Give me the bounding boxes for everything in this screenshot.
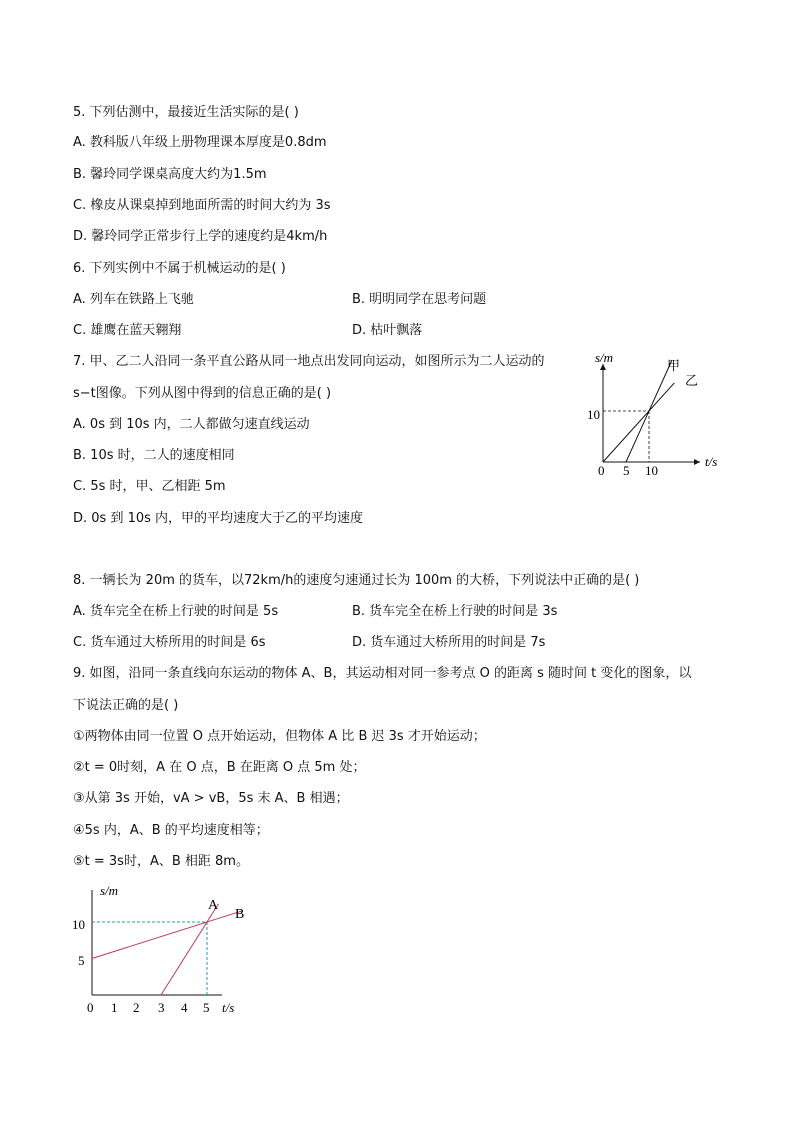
q6-stem: 6. 下列实例中不属于机械运动的是( ) [73, 261, 286, 276]
q7-series-label-jia: 甲 [667, 358, 681, 373]
q8-option-c: C. 货车通过大桥所用的时间是 6s [73, 635, 266, 650]
q9-x-tick-1: 1 [111, 1000, 118, 1015]
q7-option-d: D. 0s 到 10s 内，甲的平均速度大于乙的平均速度 [73, 511, 364, 526]
q9-x-tick-0: 0 [87, 1000, 94, 1015]
q7-option-a: A. 0s 到 10s 内，二人都做匀速直线运动 [73, 417, 310, 432]
q6-option-b: B. 明明同学在思考问题 [352, 292, 487, 307]
q7-x-tick-5: 5 [623, 463, 630, 478]
q6-option-d: D. 枯叶飘落 [352, 323, 423, 338]
q9-stem-line2: 下说法正确的是( ) [73, 698, 179, 713]
q8-option-b: B. 货车完全在桥上行驶的时间是 3s [352, 604, 558, 619]
q5-stem: 5. 下列估测中，最接近生活实际的是( ) [73, 105, 299, 120]
q8-option-a: A. 货车完全在桥上行驶的时间是 5s [73, 604, 279, 619]
q7-option-b: B. 10s 时，二人的速度相同 [73, 448, 235, 463]
q7-y-axis-label: s/m [595, 350, 614, 365]
q9-statement-4: ④5s 内，A、B 的平均速度相等； [73, 823, 269, 838]
q5-option-a: A. 教科版八年级上册物理课本厚度是0.8dm [73, 135, 327, 150]
q9-x-tick-2: 2 [133, 1000, 140, 1015]
q9-y-tick-5: 5 [78, 953, 85, 968]
q9-series-a-line [161, 904, 219, 995]
q5-option-d: D. 馨玲同学正常步行上学的速度约是4km/h [73, 229, 328, 244]
q9-x-tick-3: 3 [158, 1000, 165, 1015]
q6-option-c: C. 雄鹰在蓝天翱翔 [73, 323, 182, 338]
q9-statement-2: ②t = 0时刻，A 在 O 点，B 在距离 O 点 5m 处； [73, 760, 366, 775]
q7-x-tick-10: 10 [645, 463, 658, 478]
q9-series-b-line [92, 911, 242, 958]
q5-option-c: C. 橡皮从课桌掉到地面所需的时间大约为 3s [73, 198, 331, 213]
q9-x-axis-label: t/s [222, 1000, 235, 1015]
q8-option-d: D. 货车通过大桥所用的时间是 7s [352, 635, 546, 650]
q9-x-tick-5: 5 [203, 1000, 210, 1015]
q9-stem-line1: 9. 如图，沿同一条直线向东运动的物体 A、B，其运动相对同一参考点 O 的距离 s 随时间 t 变化的图象，以 [73, 666, 692, 681]
q7-series-jia-line [603, 383, 674, 462]
q7-x-axis-label: t/s [705, 454, 718, 469]
q9-x-tick-4: 4 [181, 1000, 188, 1015]
q7-st-graph [585, 350, 735, 480]
q9-statement-5: ⑤t = 3s时，A、B 相距 8m。 [73, 854, 249, 869]
q9-statement-1: ①两物体由同一位置 O 点开始运动，但物体 A 比 B 迟 3s 才开始运动； [73, 729, 486, 744]
q7-stem-line1: 7. 甲、乙二人沿同一条平直公路从同一地点出发同向运动，如图所示为二人运动的 [73, 354, 545, 369]
q9-statement-3: ③从第 3s 开始，vA > vB，5s 末 A、B 相遇； [73, 791, 349, 806]
q8-stem: 8. 一辆长为 20m 的货车，以72km/h的速度匀速通过长为 100m 的大桥，下列说法中正确的是( ) [73, 573, 640, 588]
q7-stem-line2: s−t图像。下列从图中得到的信息正确的是( ) [73, 386, 332, 401]
q6-option-a: A. 列车在铁路上飞驰 [73, 292, 194, 307]
q7-y-tick-10: 10 [587, 407, 600, 422]
q5-option-b: B. 馨玲同学课桌高度大约为1.5m [73, 167, 267, 182]
q9-series-label-b: B [235, 907, 245, 922]
q9-y-tick-10: 10 [72, 917, 85, 932]
q7-option-c: C. 5s 时，甲、乙相距 5m [73, 479, 226, 494]
q9-series-label-a: A [208, 898, 219, 913]
q7-origin-label: 0 [598, 463, 605, 478]
q9-y-axis-label: s/m [100, 883, 119, 898]
q7-series-label-yi: 乙 [685, 373, 699, 388]
q9-st-graph [72, 878, 262, 1018]
